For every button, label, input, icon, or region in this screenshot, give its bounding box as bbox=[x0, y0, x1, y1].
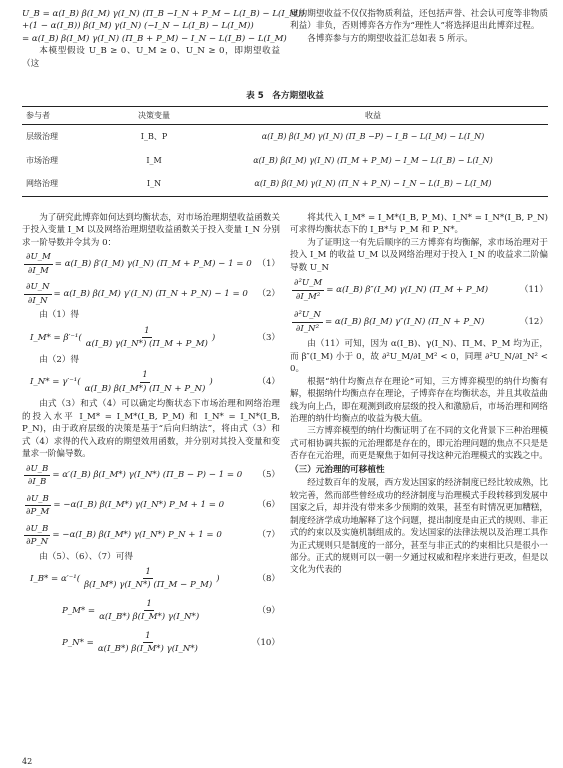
table-cell: 层级治理 bbox=[26, 131, 58, 141]
eq-close: ) bbox=[209, 377, 213, 388]
top-left-equations bbox=[22, 8, 305, 70]
top-right-text bbox=[290, 8, 548, 45]
eq-denominator: α(I_B*) β(I_M*) γ(I_N*) bbox=[99, 612, 200, 623]
eq-denominator: β(I_M*) γ(I_N*) (Π_M − P_M) bbox=[84, 580, 213, 591]
substitution-paragraph: 将其代入 I_M* = I_M*(I_B, P_M)、I_N* = I_N*(I_B, P_N) 可求得均衡状态下的 I_B*与 P_M 和 P_N*。 bbox=[290, 213, 548, 236]
eq-numerator: ∂U_B bbox=[24, 523, 50, 536]
eq-rhs: = α′(I_B) β(I_M*) γ(I_N*) (Π_B − P) − 1 = 0 bbox=[52, 470, 243, 481]
table-cell: I_N bbox=[146, 179, 162, 189]
eq-numerator: 1 bbox=[143, 566, 152, 579]
table-cell: 市场治理 bbox=[26, 155, 58, 165]
utility-eq-line-2: +(1 − α(I_B)) β(I_M) γ(I_N) (−I_N − L(I_B) − L(I_M)) bbox=[22, 21, 254, 32]
equation-10 bbox=[22, 627, 280, 659]
equation-number: （3） bbox=[257, 332, 280, 343]
equation-2 bbox=[22, 279, 280, 309]
eq-denominator: ∂P_N bbox=[26, 537, 49, 548]
derivation-note: 由（1）得 bbox=[39, 310, 80, 321]
left-column bbox=[22, 212, 280, 659]
eq-numerator: ∂U_M bbox=[24, 251, 53, 264]
eq-numerator: 1 bbox=[143, 630, 152, 643]
expected-returns-note: 里的期望收益不仅仅指物质利益，还包括声誉、社会认可度等非物质利益）非负，否则博弈各方作为“理性人”将选择退出此博弈过程。 bbox=[290, 9, 548, 32]
equation-5 bbox=[22, 461, 280, 491]
eq-rhs: = −α(I_B) β(I_M*) γ(I_N*) P_M + 1 = 0 bbox=[53, 500, 225, 511]
portability-paragraph: 经过数百年的发展，西方发达国家的经济制度已经比较成熟，比较完善，然而部些曾经成功的经济制度与治理模式手段转移到发展中国家之后，却并没有带来多少预期的效果，甚至有时情况更加糟糕，制度经济学成功地解释了这个问题，提出制度是由正式的规则、非正式的约束以及实施机制组成的。发达国家的法律法规以及治理工具作为正式规则只是制度的一部分，甚至与非正式的约束相比只是很小一部分。正式的规则可以一朝一夕通过权威和程序来进行更改，但是以文化为代表的 bbox=[290, 478, 548, 576]
table-header-variable: 决策变量 bbox=[138, 110, 170, 120]
equation-number: （4） bbox=[257, 377, 280, 388]
eq-numerator: ∂U_B bbox=[25, 493, 51, 506]
equation-number: （10） bbox=[251, 637, 280, 648]
table-intro: 各博弈参与方的期望收益汇总如表 5 所示。 bbox=[307, 33, 473, 44]
derivation-note: 由（2）得 bbox=[39, 354, 80, 365]
eq-denominator: ∂I_B bbox=[27, 477, 47, 488]
eq-lhs: P_N* = bbox=[62, 637, 94, 648]
eq-denominator: α(I_B*) β(I_M*) γ(I_N*) bbox=[97, 644, 198, 655]
equation-1 bbox=[22, 249, 280, 279]
eq-denominator: α(I_B) γ(I_N*) (Π_M + P_M) bbox=[85, 339, 208, 350]
table-cell: α(I_B) β(I_M) γ(I_N) (Π_M + P_M) − I_M − L(I_B) − L(I_N) bbox=[253, 155, 493, 165]
table-cell: α(I_B) β(I_M) γ(I_N) (Π_N + P_N) − I_N − L(I_B) − L(I_M) bbox=[254, 179, 492, 189]
table-header-participant: 参与者 bbox=[26, 110, 50, 120]
section-heading: （三）元治理的可移植性 bbox=[290, 464, 385, 475]
table-caption: 表 5 各方期望收益 bbox=[246, 91, 324, 101]
eq-lhs: I_B* = α′⁻¹( bbox=[30, 573, 81, 584]
eq-rhs: = α(I_B) β′(I_M) γ(I_N) (Π_M + P_M) − 1 = 0 bbox=[54, 259, 252, 270]
eq-numerator: ∂U_N bbox=[24, 281, 52, 294]
eq-rhs: = −α(I_B) β(I_M*) γ(I_N*) P_N + 1 = 0 bbox=[52, 530, 222, 541]
equation-number: （11） bbox=[519, 285, 548, 296]
utility-eq-line-1: U_B = α(I_B) β(I_M) γ(I_N) (Π_B −I_N + P_M − L(I_B) − L(I_M)) bbox=[22, 9, 305, 19]
eq-numerator: 1 bbox=[140, 369, 149, 382]
equation-9 bbox=[22, 595, 280, 627]
utility-eq-line-3: = α(I_B) β(I_M) γ(I_N) (Π_B + P_M) − I_N − L(I_B) − L(I_M) bbox=[22, 33, 287, 44]
nash-equilibrium-paragraph: 根据“纳什均衡点存在理论”可知，三方博弈模型的纳什均衡有解，根据纳什均衡点存在理论，子博弈存在均衡状态，并且其收益曲线为向上凸，即在观测到政府层级的投入和激励后，市场治理和网络治理的纳什均衡点的收益为极大值。 bbox=[290, 376, 548, 424]
eq-denominator: α(I_B) β(I_M*) (Π_N + P_N) bbox=[84, 383, 206, 394]
equation-11 bbox=[290, 274, 548, 306]
table-cell: I_B、P bbox=[140, 131, 168, 141]
assumption-paragraph: 本模型假设 U_B ≥ 0、U_M ≥ 0、U_N ≥ 0，即期望收益（这 bbox=[22, 46, 280, 69]
equation-4 bbox=[22, 366, 280, 398]
equation-12 bbox=[290, 306, 548, 338]
expected-returns-table bbox=[22, 106, 548, 197]
eq-denominator: ∂I_N bbox=[27, 295, 48, 306]
equation-6 bbox=[22, 491, 280, 521]
eq-lhs: I_N* = γ′⁻¹( bbox=[30, 377, 81, 388]
eq-numerator: ∂²U_N bbox=[292, 309, 323, 322]
eq-lhs: P_M* = bbox=[62, 605, 96, 616]
eq-rhs: = α(I_B) β″(I_M) γ(I_N) (Π_M + P_M) bbox=[326, 285, 489, 296]
equation-number: （5） bbox=[257, 470, 280, 481]
equation-number: （12） bbox=[519, 317, 548, 328]
equation-7 bbox=[22, 521, 280, 551]
eq-numerator: 1 bbox=[144, 598, 153, 611]
equation-number: （9） bbox=[257, 605, 280, 616]
equation-number: （7） bbox=[257, 530, 280, 541]
equation-number: （8） bbox=[257, 573, 280, 584]
eq-lhs: I_M* = β′⁻¹( bbox=[30, 332, 82, 343]
eq-denominator: ∂I_N² bbox=[295, 323, 320, 334]
table-cell: 网络治理 bbox=[26, 179, 58, 189]
metagovernance-paragraph: 三方博弈模型的纳什均衡证明了在不同的文化背景下三种治理模式可相协调共振的元治理都是存在的，即元治理问题的焦点不只是是否存在元治理，而更是聚焦于如何寻找这种元治理模式的实践之中。 bbox=[290, 426, 548, 462]
eq-numerator: ∂²U_M bbox=[292, 277, 324, 290]
second-order-intro: 为了证明这一有先后顺序的三方博弈有均衡解，求市场治理对于投入 I_M 的收益 U_M 以及网络治理对于投入 I_N 的收益求二阶偏导数 U_N bbox=[290, 237, 548, 273]
right-column bbox=[290, 212, 548, 577]
eq-numerator: 1 bbox=[142, 325, 151, 338]
eq-denominator: ∂I_M bbox=[27, 265, 49, 276]
equation-8 bbox=[22, 563, 280, 595]
first-order-intro: 为了研究此博弈如何达到均衡状态，对市场治理期望收益函数关于投入变量 I_M 以及网络治理期望收益函数关于投入变量 I_N 分别求一阶导数并令其为 0： bbox=[22, 213, 280, 248]
equation-number: （1） bbox=[257, 259, 280, 270]
page-number: 42 bbox=[22, 757, 33, 766]
eq-close: ) bbox=[216, 573, 220, 584]
eq-close: ) bbox=[211, 332, 216, 343]
eq-rhs: = α(I_B) β(I_M) γ′(I_N) (Π_N + P_N) − 1 = 0 bbox=[53, 289, 248, 300]
equation-3 bbox=[22, 322, 280, 354]
eq-denominator: ∂I_M² bbox=[295, 291, 321, 302]
equation-number: （2） bbox=[257, 289, 280, 300]
eq-numerator: ∂U_B bbox=[24, 463, 50, 476]
table-cell: I_M bbox=[146, 155, 162, 165]
derivation-note: 由（5）、（6）、（7）可得 bbox=[39, 551, 133, 562]
table-cell: α(I_B) β(I_M) γ(I_N) (Π_B −P) − I_B − L(I_M) − L(I_N) bbox=[261, 131, 485, 141]
concavity-paragraph: 由（11）可知，因为 α(I_B)、γ(I_N)、Π_M、P_M 均为正，而 β″(I_M) 小于 0，故 ∂²U_M/∂I_M² < 0，同理 ∂²U_N/∂I_N² < 0。 bbox=[290, 339, 548, 375]
eq-denominator: ∂P_M bbox=[26, 507, 50, 518]
table-header-return: 收益 bbox=[365, 110, 381, 120]
eq-rhs: = α(I_B) β(I_M) γ″(I_N) (Π_N + P_N) bbox=[324, 317, 485, 328]
backward-induction-paragraph: 由式（3）和式（4）可以确定均衡状态下市场治理和网络治理的投入水平 I_M* = I_M*(I_B, P_M) 和 I_N* = I_N*(I_B, P_N)，由于政府层级的决策是基于“后向归纳法”，将由式（3）和式（4）求得的代入政府的期望效用函数，并分别对其投入变量和变量求一阶偏导数。 bbox=[22, 399, 280, 460]
equation-number: （6） bbox=[257, 500, 280, 511]
